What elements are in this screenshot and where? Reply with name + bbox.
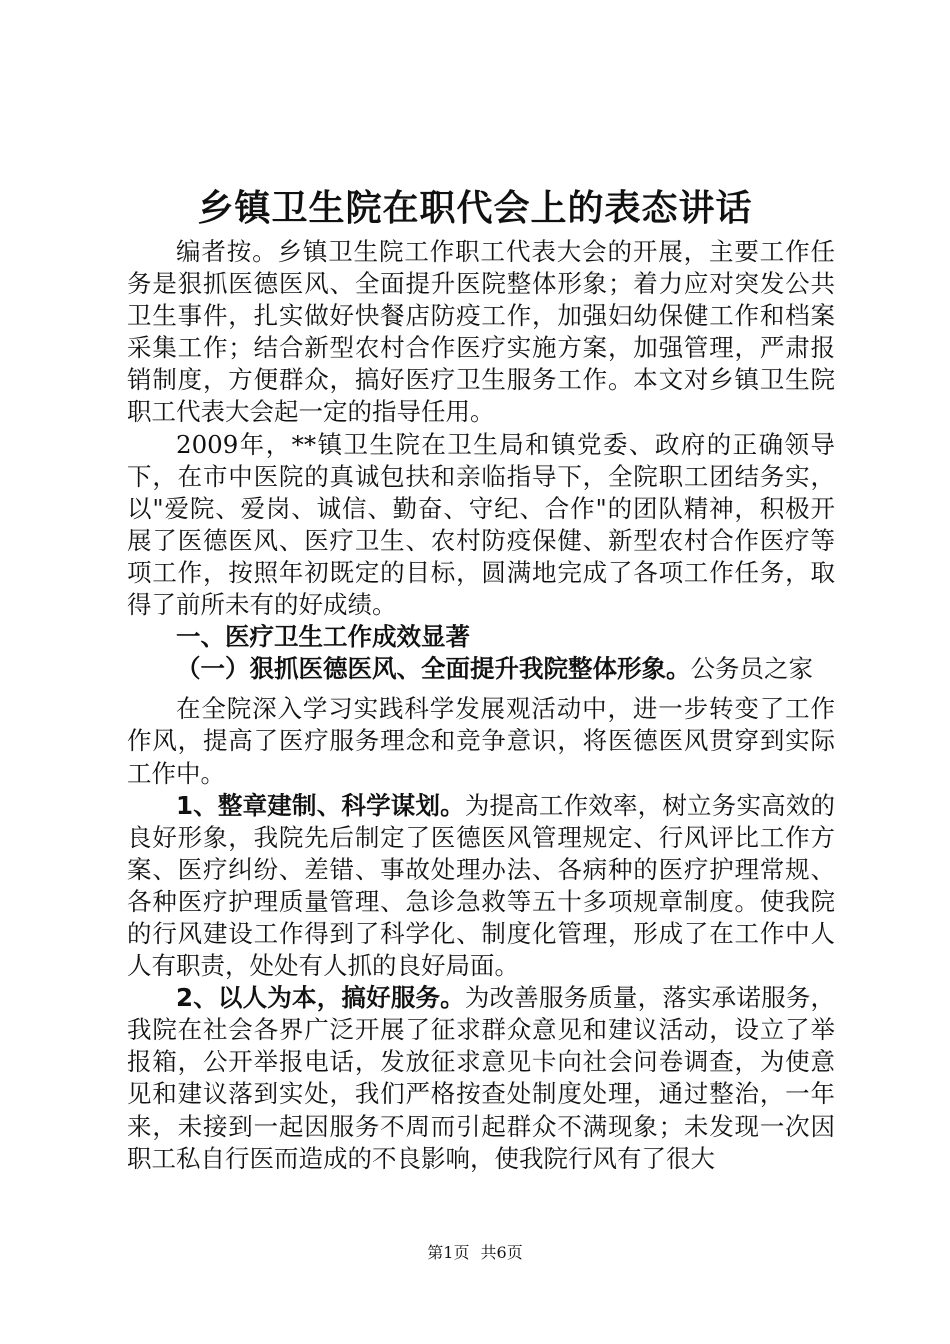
- rules-heading: 1、整章建制、科学谋划。: [176, 790, 465, 820]
- service-heading: 2、以人为本，搞好服务。: [176, 983, 465, 1013]
- editor-note-paragraph: 编者按。乡镇卫生院工作职工代表大会的开展，主要工作任务是狠抓医德医风、全面提升医院整体形象；着力应对突发公共卫生事件，扎实做好快餐店防疫工作，加强妇幼保健工作和档案采集工作；结合新型农村合作医疗实施方案，加强管理，严肃报销制度，方便群众，搞好医疗卫生服务工作。本文对乡镇卫生院职工代表大会起一定的指导任用。: [127, 237, 835, 427]
- page-total: 共6页: [480, 1243, 523, 1262]
- section-heading: 一、医疗卫生工作成效显著: [176, 622, 470, 652]
- page-footer: [0, 1242, 950, 1264]
- document-title: 乡镇卫生院在职代会上的表态讲话: [197, 188, 753, 229]
- subsection-heading-tail: 公务员之家: [690, 654, 813, 684]
- rules-paragraph: [127, 790, 835, 983]
- subsection-heading: （一）狠抓医德医风、全面提升我院整体形象。: [176, 654, 691, 684]
- body-paragraph: 在全院深入学习实践科学发展观活动中，进一步转变了工作作风，提高了医疗服务理念和竞争意识，将医德医风贯穿到实际工作中。: [127, 694, 835, 788]
- page-number: 第1页: [427, 1243, 470, 1262]
- summary-paragraph: 2009年，**镇卫生院在卫生局和镇党委、政府的正确领导下，在市中医院的真诚包扶和亲临指导下，全院职工团结务实，以"爱院、爱岗、诚信、勤奋、守纪、合作"的团队精神，积极开展了医德医风、医疗卫生、农村防疫保健、新型农村合作医疗等项工作，按照年初既定的目标，圆满地完成了各项工作任务，取得了前所未有的好成绩。: [127, 429, 835, 620]
- subsection-heading-paragraph: [127, 653, 835, 685]
- service-text: 为改善服务质量，落实承诺服务，我院在社会各界广泛开展了征求群众意见和建议活动，设立了举报箱，公开举报电话，发放征求意见卡向社会问卷调查，为使意见和建议落到实处，我们严格按查处制度处理，通过整治，一年来，未接到一起因服务不周而引起群众不满现象；未发现一次因职工私自行医而造成的不良影响，使我院行风有了很大: [127, 983, 836, 1173]
- service-paragraph: [127, 982, 835, 1175]
- rules-text: 为提高工作效率，树立务实高效的良好形象，我院先后制定了医德医风管理规定、行风评比工作方案、医疗纠纷、差错、事故处理办法、各病种的医疗护理常规、各种医疗护理质量管理、急诊急救等五十多项规章制度。使我院的行风建设工作得到了科学化、制度化管理，形成了在工作中人人有职责，处处有人抓的良好局面。: [127, 790, 836, 981]
- document-body: [127, 236, 835, 1175]
